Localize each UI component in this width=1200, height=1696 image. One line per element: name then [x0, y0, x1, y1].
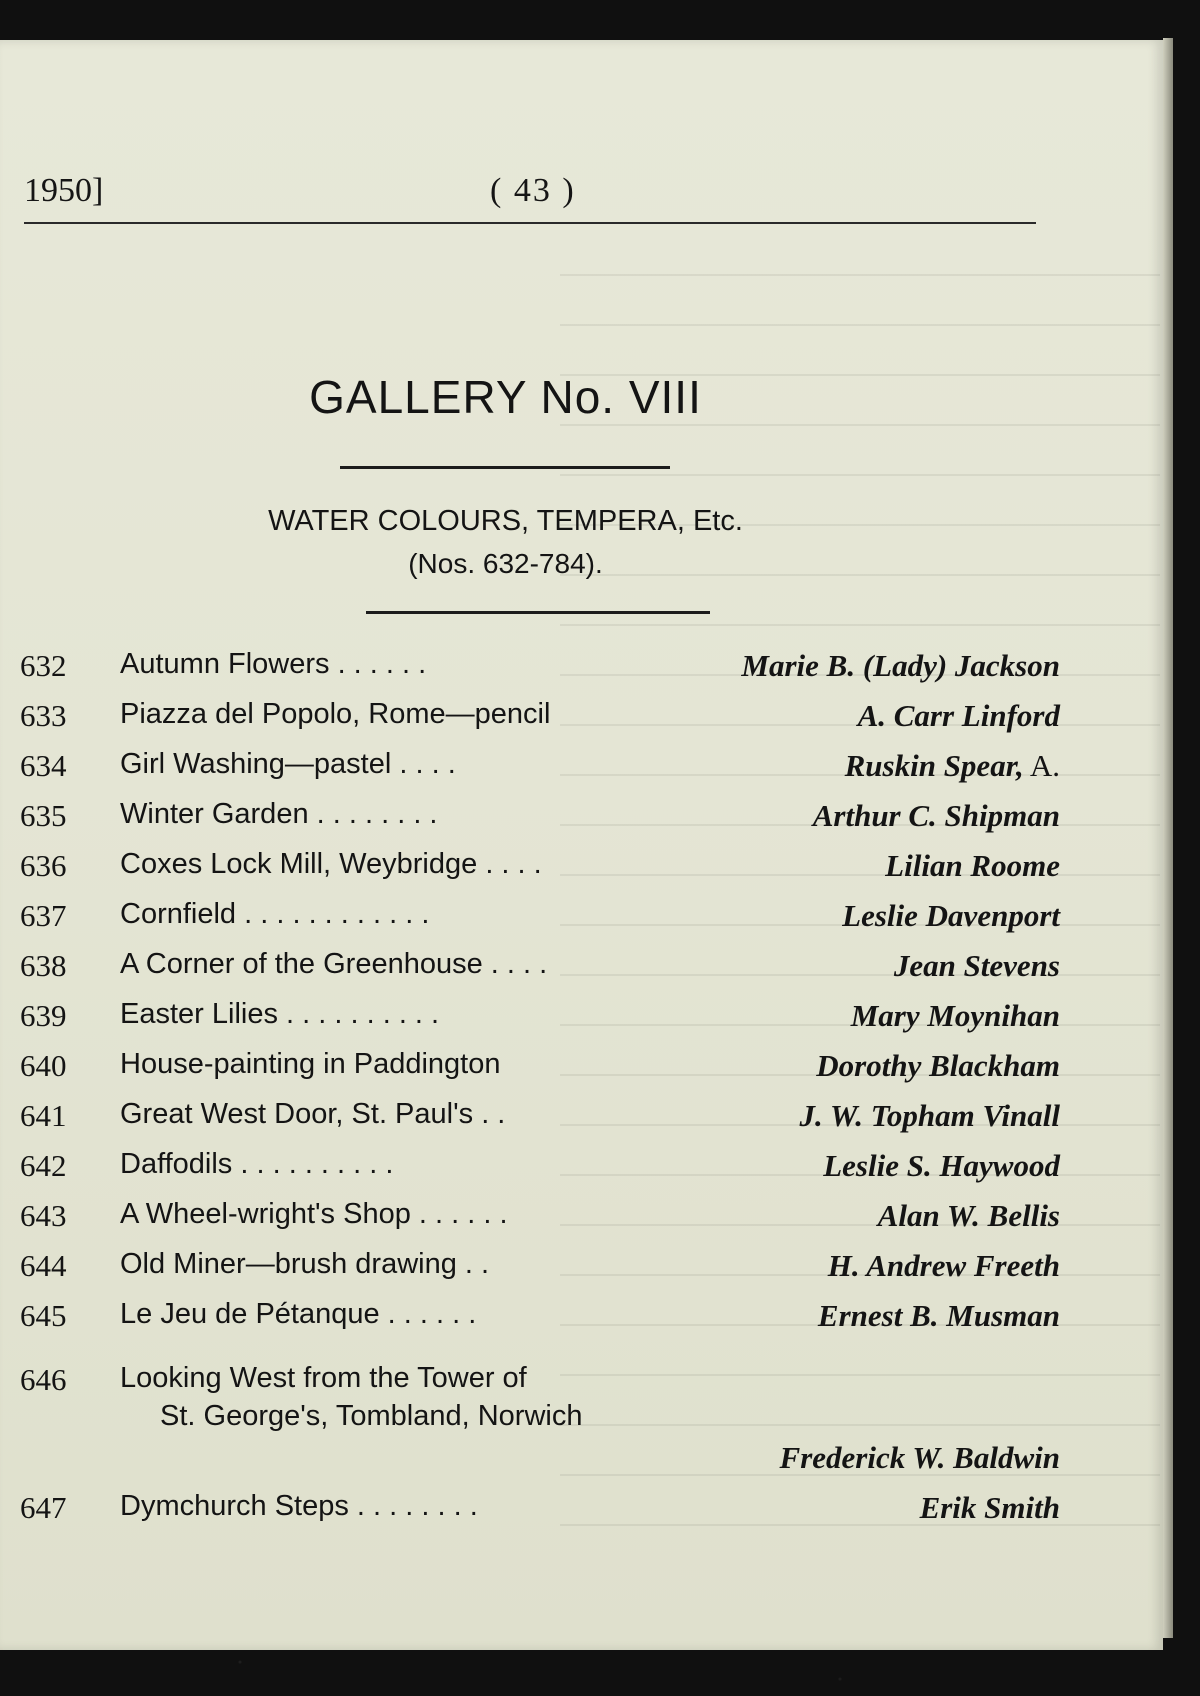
entry-artist: Mary Moynihan — [850, 998, 1060, 1033]
entry-artist: Leslie Davenport — [842, 898, 1060, 933]
section-title-text: WATER COLOURS, TEMPERA, Etc. — [268, 505, 743, 537]
entry-row — [20, 1198, 1060, 1244]
entry-number: 637 — [20, 898, 67, 933]
header-year: 1950] — [24, 172, 104, 209]
entry-number: 632 — [20, 648, 67, 683]
entry-artist: Ernest B. Musman — [817, 1298, 1060, 1333]
entry-number: 645 — [20, 1298, 67, 1333]
entry-row — [20, 948, 1060, 994]
entry-artist: Alan W. Bellis — [877, 1198, 1060, 1233]
entry-artist: H. Andrew Freeth — [827, 1248, 1060, 1283]
entry-row — [20, 1048, 1060, 1094]
entry-title: Winter Garden . . . . . . . . — [120, 798, 438, 830]
page-number: ( 43 ) — [490, 172, 576, 209]
entry-number: 635 — [20, 798, 67, 833]
entry-number: 647 — [20, 1490, 67, 1525]
entry-number: 646 — [20, 1362, 67, 1397]
entry-number: 640 — [20, 1048, 67, 1083]
entry-row — [20, 1362, 1060, 1492]
entry-number: 633 — [20, 698, 67, 733]
entry-title: Daffodils . . . . . . . . . . — [120, 1148, 394, 1180]
entry-artist: Arthur C. Shipman — [812, 798, 1060, 833]
entry-number: 641 — [20, 1098, 67, 1133]
entry-row — [20, 1490, 1060, 1536]
entry-title: A Wheel-wright's Shop . . . . . . — [120, 1198, 508, 1230]
entry-artist — [845, 748, 1060, 784]
entry-artist-suffix: A. — [1023, 748, 1060, 783]
entry-row — [20, 648, 1060, 694]
entry-row — [20, 848, 1060, 894]
entry-title: Cornfield . . . . . . . . . . . . — [120, 898, 430, 930]
section-range-text: (Nos. 632-784). — [408, 548, 603, 579]
entry-title: A Corner of the Greenhouse . . . . — [120, 948, 548, 980]
entry-artist: Leslie S. Haywood — [823, 1148, 1060, 1183]
entry-artist-name: Ruskin Spear, — [844, 748, 1024, 783]
entry-row — [20, 798, 1060, 844]
entry-row — [20, 998, 1060, 1044]
entry-artist: Dorothy Blackham — [816, 1048, 1060, 1083]
entry-artist: J. W. Topham Vinall — [799, 1098, 1060, 1133]
entry-row — [20, 748, 1060, 794]
entry-row — [20, 1248, 1060, 1294]
page-edge — [1163, 38, 1173, 1638]
entry-number: 643 — [20, 1198, 67, 1233]
entry-artist: Erik Smith — [919, 1490, 1060, 1525]
entry-title: Autumn Flowers . . . . . . — [120, 648, 427, 680]
entry-row — [20, 898, 1060, 944]
gallery-title-text: GALLERY No. VIII — [309, 371, 702, 423]
entry-number: 638 — [20, 948, 67, 983]
entry-title: Girl Washing—pastel . . . . — [120, 748, 456, 780]
entry-title: Coxes Lock Mill, Weybridge . . . . — [120, 848, 542, 880]
entry-number: 642 — [20, 1148, 67, 1183]
entry-row — [20, 1098, 1060, 1144]
entry-artist: Frederick W. Baldwin — [779, 1440, 1060, 1475]
entry-title: Dymchurch Steps . . . . . . . . — [120, 1490, 478, 1522]
entry-row — [20, 1148, 1060, 1194]
entry-artist: Marie B. (Lady) Jackson — [741, 648, 1060, 683]
entry-title: Easter Lilies . . . . . . . . . . — [120, 998, 440, 1030]
entry-title: Great West Door, St. Paul's . . — [120, 1098, 506, 1130]
entry-title: Piazza del Popolo, Rome—pencil — [120, 698, 551, 730]
entry-title: House-painting in Paddington — [120, 1048, 501, 1080]
entry-number: 636 — [20, 848, 67, 883]
entry-title: Old Miner—brush drawing . . — [120, 1248, 490, 1280]
entry-number: 644 — [20, 1248, 67, 1283]
entry-title: Le Jeu de Pétanque . . . . . . — [120, 1298, 477, 1330]
entry-artist: A. Carr Linford — [857, 698, 1060, 733]
entry-title: Looking West from the Tower of — [120, 1362, 527, 1394]
entry-artist: Lilian Roome — [885, 848, 1060, 883]
entry-row — [20, 698, 1060, 744]
entry-title-continued: St. George's, Tombland, Norwich — [160, 1400, 583, 1432]
entry-number: 634 — [20, 748, 67, 783]
entry-number: 639 — [20, 998, 67, 1033]
entry-artist: Jean Stevens — [893, 948, 1060, 983]
entry-row — [20, 1298, 1060, 1344]
